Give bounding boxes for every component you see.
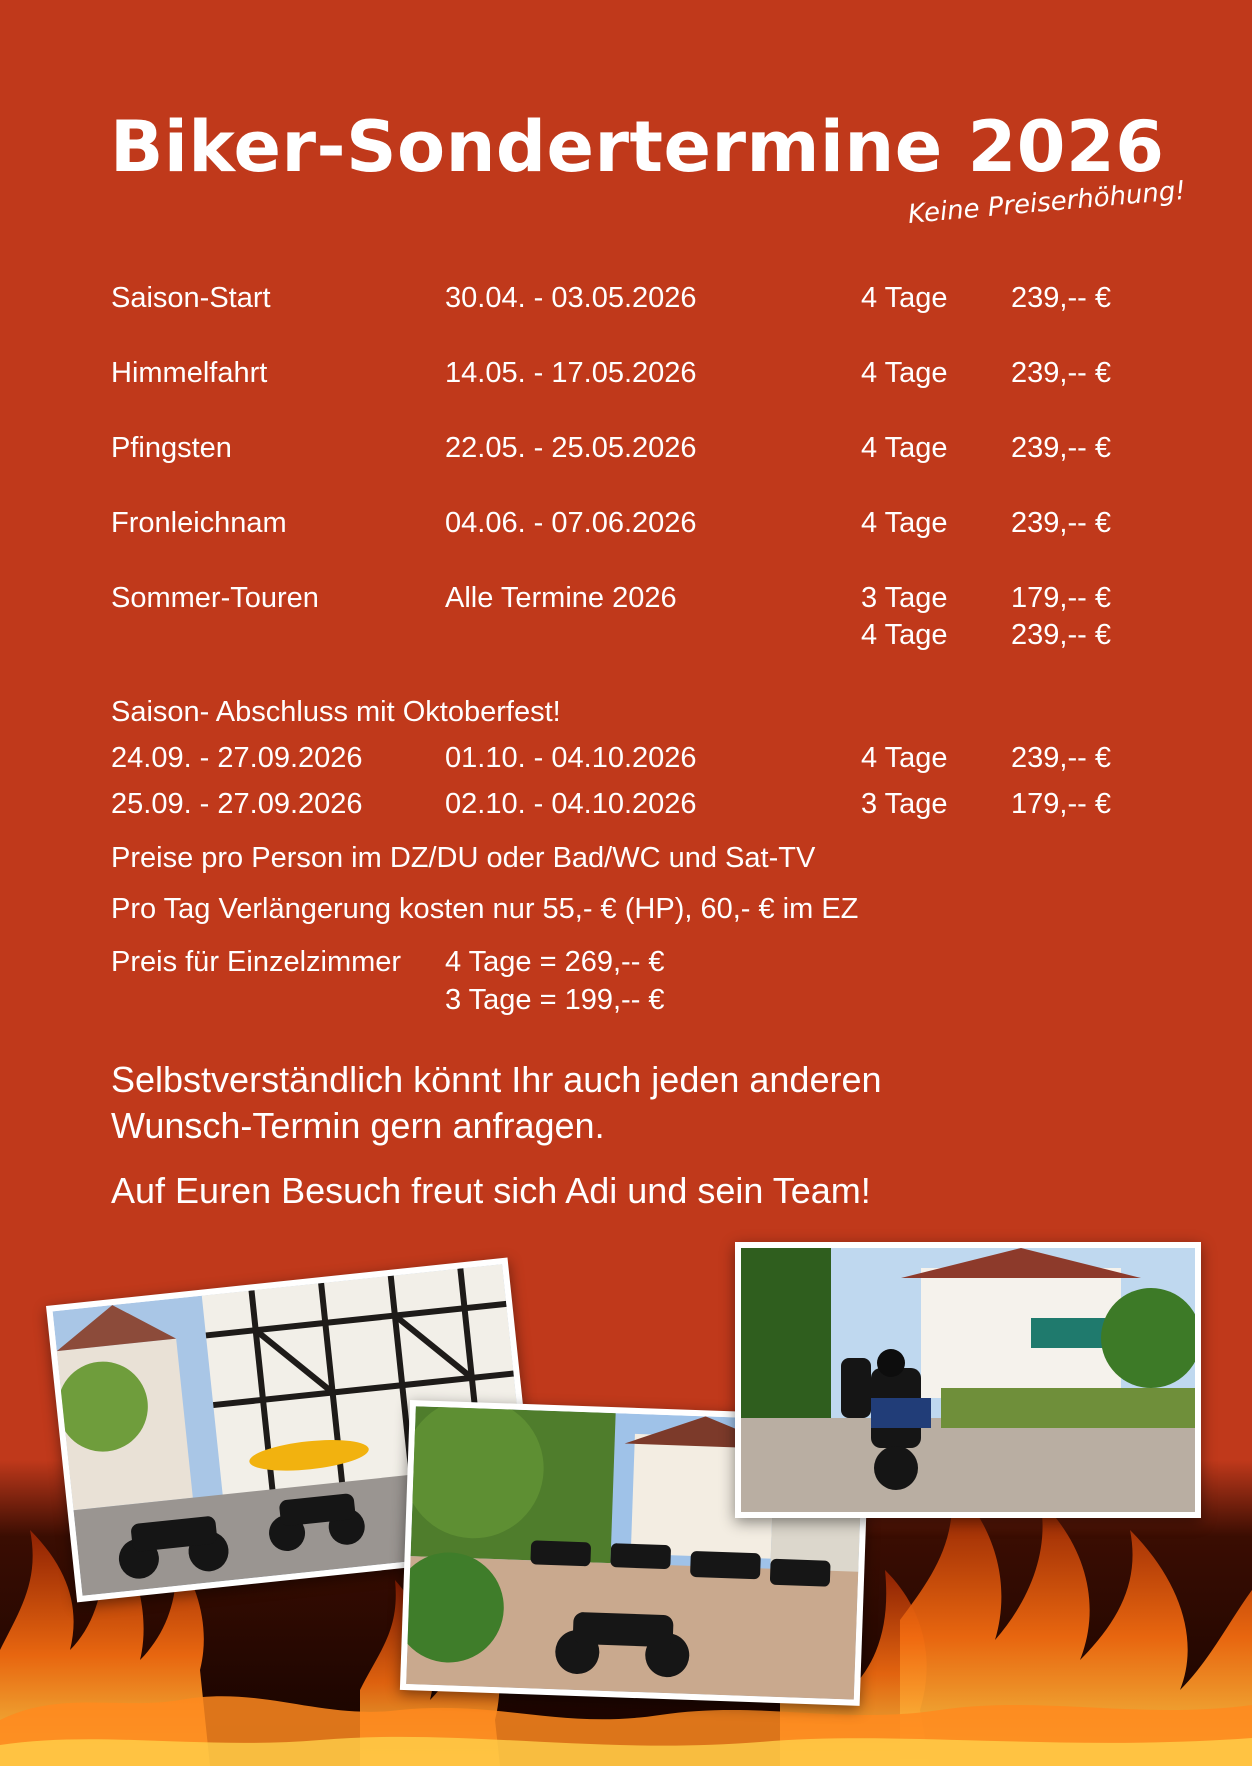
event-dates: 14.05. - 17.05.2026 [445, 357, 697, 389]
season-end-date2: 02.10. - 04.10.2026 [445, 788, 697, 820]
single-room-price: 4 Tage = 269,-- € [445, 946, 665, 978]
season-end-heading: Saison- Abschluss mit Oktoberfest! [111, 696, 561, 728]
schedule-table [111, 280, 1131, 700]
event-dates: Alle Termine 2026 [445, 582, 677, 614]
bikers-arriving-photo-icon [741, 1248, 1195, 1512]
season-end-date1: 25.09. - 27.09.2026 [111, 788, 363, 820]
season-end-duration: 4 Tage [861, 742, 948, 774]
season-end-date2: 01.10. - 04.10.2026 [445, 742, 697, 774]
schedule-row [111, 430, 1131, 505]
page-title: Biker-Sondertermine 2026 [110, 106, 1165, 188]
single-room-label: Preis für Einzelzimmer [111, 946, 402, 978]
schedule-row-summer [111, 580, 1131, 700]
event-duration: 4 Tage [861, 357, 948, 389]
event-name: Pfingsten [111, 432, 232, 464]
schedule-row [111, 280, 1131, 355]
closing-line: Selbstverständlich könnt Ihr auch jeden anderen [111, 1059, 882, 1100]
schedule-row [111, 355, 1131, 430]
event-name: Fronleichnam [111, 507, 287, 539]
event-duration: 4 Tage [861, 432, 948, 464]
closing-line: Wunsch-Termin gern anfragen. [111, 1105, 605, 1146]
extension-note: Pro Tag Verlängerung kosten nur 55,- € (HP), 60,- € im EZ [111, 893, 859, 925]
season-end-duration: 3 Tage [861, 788, 948, 820]
event-price: 179,-- € [1011, 582, 1111, 614]
event-duration: 4 Tage [861, 282, 948, 314]
photo-bikers-arriving [735, 1242, 1201, 1518]
event-name: Sommer-Touren [111, 582, 319, 614]
event-dates: 04.06. - 07.06.2026 [445, 507, 697, 539]
event-price-alt: 239,-- € [1011, 619, 1111, 651]
season-end-date1: 24.09. - 27.09.2026 [111, 742, 363, 774]
event-name: Himmelfahrt [111, 357, 268, 389]
event-price: 239,-- € [1011, 507, 1111, 539]
season-end-price: 179,-- € [1011, 788, 1111, 820]
event-price: 239,-- € [1011, 357, 1111, 389]
event-dates: 30.04. - 03.05.2026 [445, 282, 697, 314]
event-duration: 3 Tage [861, 582, 948, 614]
tagline: Keine Preiserhöhung! [906, 175, 1187, 230]
event-price: 239,-- € [1011, 432, 1111, 464]
single-room-price: 3 Tage = 199,-- € [445, 984, 665, 1016]
event-dates: 22.05. - 25.05.2026 [445, 432, 697, 464]
season-end-price: 239,-- € [1011, 742, 1111, 774]
event-price: 239,-- € [1011, 282, 1111, 314]
event-duration: 4 Tage [861, 507, 948, 539]
event-duration-alt: 4 Tage [861, 619, 948, 651]
prices-per-person-note: Preise pro Person im DZ/DU oder Bad/WC und Sat-TV [111, 842, 816, 874]
closing-greeting: Auf Euren Besuch freut sich Adi und sein Team! [111, 1170, 871, 1211]
schedule-row [111, 505, 1131, 580]
event-name: Saison-Start [111, 282, 271, 314]
